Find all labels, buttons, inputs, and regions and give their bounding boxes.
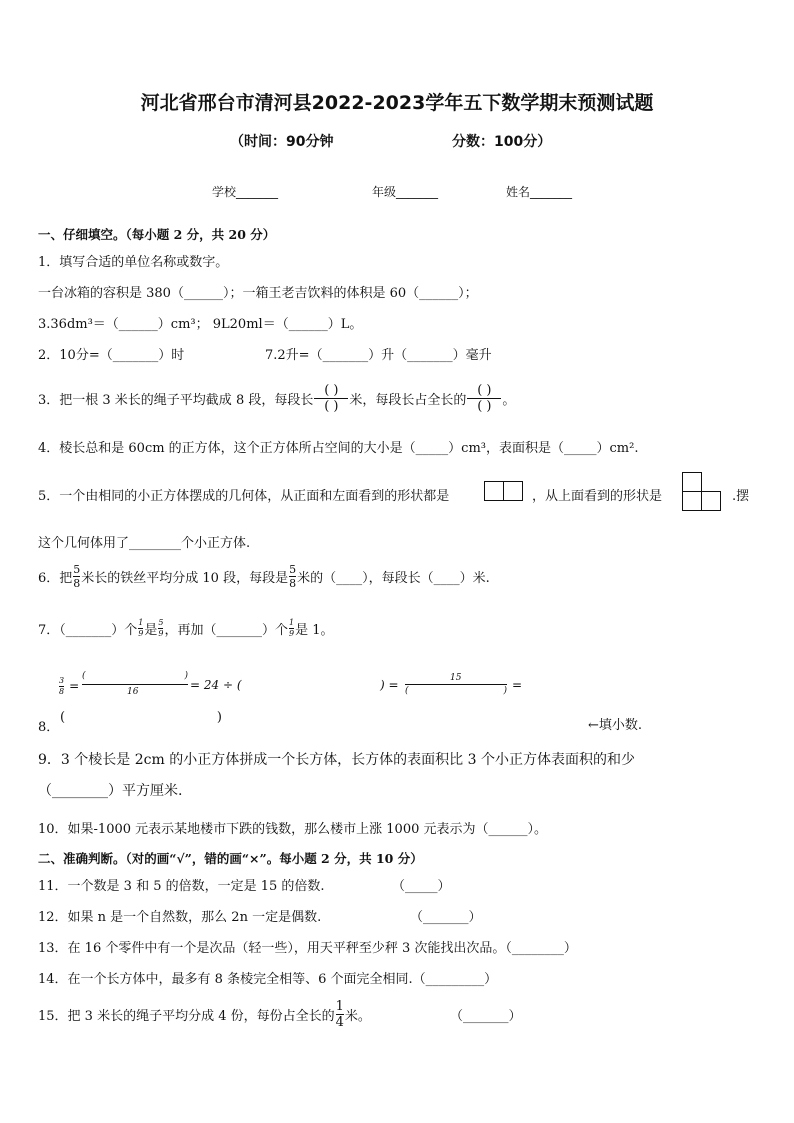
question-13[interactable]: 13．在 16 个零件中有一个是次品（轻一些），用天平秤至少秤 3 次能找出次品。（________） bbox=[38, 941, 577, 956]
fraction-denominator: 8 bbox=[289, 576, 297, 590]
fraction-one-ninth bbox=[289, 619, 294, 638]
fraction-denominator: 9 bbox=[158, 628, 164, 638]
equals-sign: = bbox=[69, 679, 80, 693]
denominator-sixteen: 16 bbox=[127, 687, 139, 697]
fraction-denominator: ( ) bbox=[324, 398, 339, 414]
question-8-blank-numerator[interactable] bbox=[82, 671, 188, 681]
question-3-mid: 米，每段长占全长的 bbox=[349, 392, 467, 408]
fraction-numerator: 1 bbox=[335, 998, 344, 1014]
question-9-line-1: 9．3 个棱长是 2cm 的小正方体拼成一个长方体，长方体的表面积比 3 个小正方体表面积的和少 bbox=[38, 752, 635, 768]
section-heading-fill: 一、仔细填空。（每小题 2 分，共 20 分） bbox=[38, 227, 276, 242]
numerator-fifteen: 15 bbox=[450, 673, 462, 683]
fraction-numerator: 5 bbox=[158, 617, 164, 627]
close-paren: ) bbox=[216, 710, 222, 725]
question-14[interactable]: 14．在一个长方体中，最多有 8 条棱完全相等、6 个面完全相同.（_________） bbox=[38, 972, 498, 987]
question-5-line-2[interactable]: 这个几何体用了________个小正方体. bbox=[38, 536, 251, 551]
exam-score: 分数：100分） bbox=[452, 134, 552, 150]
question-6-pre: 6．把 bbox=[38, 570, 73, 586]
grade-field[interactable]: 年级_______ bbox=[372, 185, 439, 199]
fraction-denominator: 9 bbox=[138, 628, 144, 638]
question-10[interactable]: 10．如果-1000 元表示某地楼市下跌的钱数，那么楼市上涨 1000 元表示为（______）。 bbox=[38, 822, 547, 837]
question-7[interactable] bbox=[38, 615, 334, 641]
question-8-blank-denominator[interactable] bbox=[405, 686, 507, 696]
question-5-part-3: .摆 bbox=[732, 489, 750, 504]
question-1-stem: 1．填写合适的单位名称或数字。 bbox=[38, 255, 229, 270]
question-2-part-1[interactable]: 2．10分=（_______）时 bbox=[38, 348, 185, 363]
fraction-numerator: 3 bbox=[59, 675, 65, 685]
fraction-numerator: 1 bbox=[289, 617, 295, 627]
fraction-denominator: ( ) bbox=[477, 398, 492, 414]
fraction-one-quarter bbox=[336, 1000, 344, 1029]
question-12: 12．如果 n 是一个自然数，那么 2n 一定是偶数. bbox=[38, 910, 322, 925]
fraction-five-eighths bbox=[289, 564, 296, 589]
question-5-part-1: 5．一个由相同的小正方体摆成的几何体，从正面和左面看到的形状都是 bbox=[38, 489, 450, 504]
fraction-numerator: 5 bbox=[73, 562, 81, 576]
fraction-numerator: 5 bbox=[289, 562, 297, 576]
question-4[interactable]: 4．棱长总和是 60cm 的正方体，这个正方体所占空间的大小是（_____）cm³，表面积是（_____）cm². bbox=[38, 441, 639, 456]
question-8-label: 8． bbox=[38, 720, 60, 735]
top-view-shape-icon bbox=[682, 472, 722, 512]
question-12-blank[interactable]: （_______） bbox=[410, 910, 482, 925]
front-view-shape-icon bbox=[484, 481, 524, 501]
fraction-denominator: 4 bbox=[335, 1014, 344, 1030]
question-7-mid: ，再加（_______）个 bbox=[164, 622, 288, 638]
fraction-five-ninths bbox=[158, 619, 163, 638]
question-6-mid-1: 米长的铁丝平均分成 10 段，每段是 bbox=[81, 570, 289, 586]
question-3-pre: 3．把一根 3 米长的绳子平均截成 8 段，每段长 bbox=[38, 392, 314, 408]
question-8-decimal-blank[interactable] bbox=[60, 710, 222, 725]
fraction-denominator: 8 bbox=[59, 686, 65, 696]
question-15-post: 米。 bbox=[344, 1008, 371, 1024]
question-15 bbox=[38, 997, 371, 1031]
open-paren: ( bbox=[82, 671, 86, 681]
fraction-numerator: ( ) bbox=[477, 382, 492, 398]
equation-division: = 24 ÷ ( bbox=[190, 678, 242, 692]
question-15-blank[interactable]: （_______） bbox=[450, 1009, 522, 1024]
question-3-blank-fraction-2[interactable] bbox=[467, 384, 501, 413]
question-8-tail: ←填小数. bbox=[588, 718, 643, 733]
question-7-pre: 7．（_______）个 bbox=[38, 622, 138, 638]
question-1-line-2[interactable]: 3.36dm³＝（______）cm³； 9L20ml＝（______）L。 bbox=[38, 317, 363, 332]
fraction-five-eighths bbox=[73, 564, 80, 589]
fraction-bar bbox=[82, 684, 188, 685]
open-paren: ( bbox=[60, 710, 66, 725]
question-11: 11．一个数是 3 和 5 的倍数，一定是 15 的倍数. bbox=[38, 879, 325, 894]
name-field[interactable]: 姓名_______ bbox=[506, 185, 573, 199]
fraction-numerator: 1 bbox=[138, 617, 144, 627]
fraction-numerator: ( ) bbox=[324, 382, 339, 398]
question-15-pre: 15．把 3 米长的绳子平均分成 4 份，每份占全长的 bbox=[38, 1008, 335, 1024]
section-heading-judge: 二、准确判断。（对的画“√”，错的画“×”。每小题 2 分，共 10 分） bbox=[38, 851, 423, 866]
question-7-is: 是 bbox=[144, 622, 158, 638]
question-3-blank-fraction-1[interactable] bbox=[314, 384, 348, 413]
question-7-end: 是 1。 bbox=[295, 622, 334, 638]
exam-time: （时间：90分钟 bbox=[230, 134, 334, 150]
question-9-line-2[interactable]: （________）平方厘米. bbox=[38, 783, 183, 799]
question-11-blank[interactable]: （_____） bbox=[392, 879, 451, 894]
question-6-mid-2: 米的（____），每段长（____）米. bbox=[297, 570, 490, 586]
question-5-part-2: ，从上面看到的形状是 bbox=[532, 489, 663, 504]
close-paren: ) bbox=[184, 671, 188, 681]
fraction-three-eighths bbox=[59, 677, 64, 696]
equals-sign: = bbox=[512, 678, 523, 692]
fraction-one-ninth bbox=[138, 619, 143, 638]
question-3-end: 。 bbox=[502, 392, 516, 408]
fraction-denominator: 9 bbox=[289, 628, 295, 638]
school-field[interactable]: 学校_______ bbox=[212, 185, 279, 199]
fraction-bar bbox=[405, 684, 507, 685]
open-paren: ( bbox=[405, 686, 409, 696]
close-paren: ) bbox=[503, 686, 507, 696]
equation-close: ) = bbox=[380, 678, 399, 692]
question-1-line-1[interactable]: 一台冰箱的容积是 380（______）；一箱王老吉饮料的体积是 60（______）； bbox=[38, 286, 478, 301]
page-title: 河北省邢台市清河县2022-2023学年五下数学期末预测试题 bbox=[140, 92, 654, 114]
question-6[interactable] bbox=[38, 561, 490, 591]
question-2-part-2[interactable]: 7.2升=（_______）升（_______）毫升 bbox=[265, 348, 492, 363]
question-8-equation-left bbox=[58, 674, 83, 698]
fraction-denominator: 8 bbox=[73, 576, 81, 590]
question-3 bbox=[38, 378, 515, 418]
